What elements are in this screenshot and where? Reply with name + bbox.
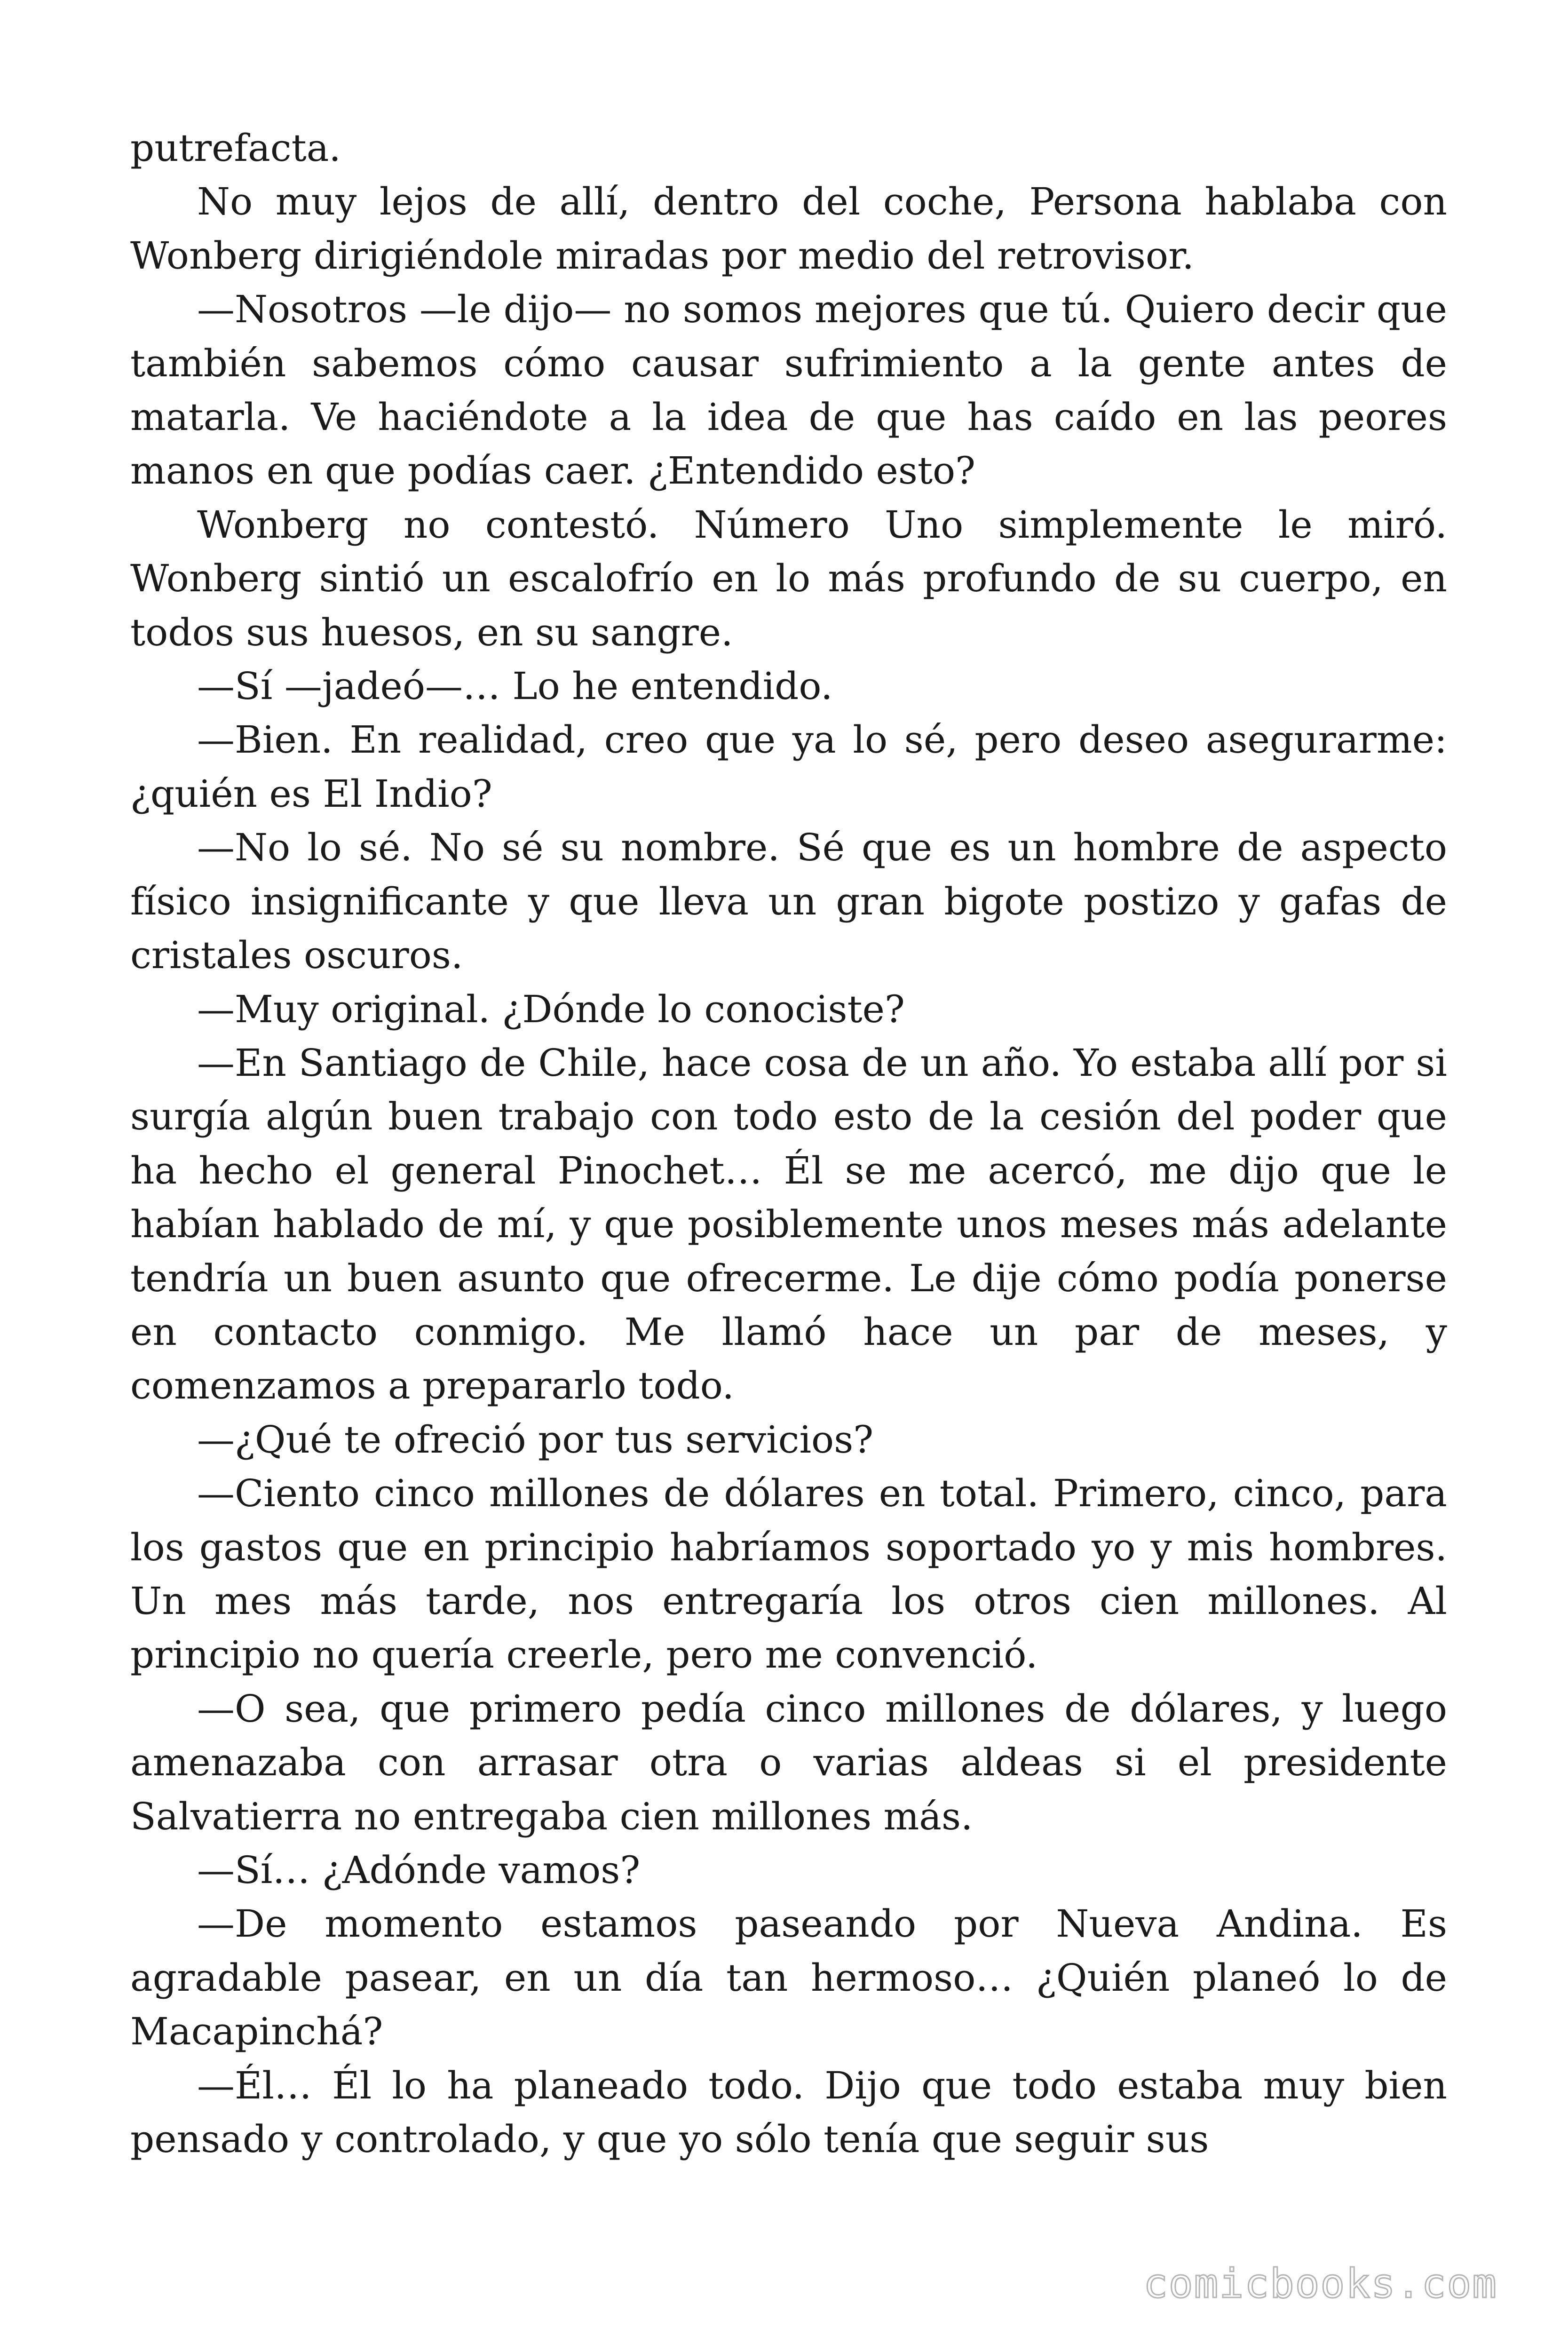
paragraph: —En Santiago de Chile, hace cosa de un año. Yo estaba allí por si surgía algún buen trabajo con todo esto de la cesión del poder que ha hecho el general Pinochet… Él se me acercó, me dijo que le habían hablado de mí, y que posiblemente unos meses más adelante tendría un buen asunto que ofrecerme. Le dije cómo podía ponerse en contacto conmigo. Me llamó hace un par de meses, y comenzamos a prepararlo todo. xyxy=(130,1041,1447,1408)
paragraph: —O sea, que primero pedía cinco millones de dólares, y luego amenazaba con arrasar otra o varias aldeas si el presidente Salvatierra no entregaba cien millones más. xyxy=(130,1686,1447,1838)
paragraph: —Sí… ¿Adónde vamos? xyxy=(197,1848,641,1892)
watermark: comicbooks.com xyxy=(1143,2260,1497,2307)
paragraph: —Bien. En realidad, creo que ya lo sé, pero deseo asegurarme: ¿quién es El Indio? xyxy=(130,718,1447,816)
paragraph: —Muy original. ¿Dónde lo conociste? xyxy=(197,987,905,1031)
paragraph: No muy lejos de allí, dentro del coche, Persona hablaba con Wonberg dirigiéndole miradas por medio del retrovisor. xyxy=(130,180,1447,278)
paragraph: —¿Qué te ofreció por tus servicios? xyxy=(197,1417,874,1462)
body-text xyxy=(130,121,1447,2166)
paragraph: —Nosotros —le dijo— no somos mejores que tú. Quiero decir que también sabemos cómo causar sufrimiento a la gente antes de matarla. Ve haciéndote a la idea de que has caído en las peores manos en que podías caer. ¿Entendido esto? xyxy=(130,287,1447,493)
paragraph: —Ciento cinco millones de dólares en total. Primero, cinco, para los gastos que en principio habríamos soportado yo y mis hombres. Un mes más tarde, nos entregaría los otros cien millones. Al principio no quería creerle, pero me convenció. xyxy=(130,1471,1447,1677)
paragraph: —De momento estamos paseando por Nueva Andina. Es agradable pasear, en un día tan hermoso… ¿Quién planeó lo de Macapinchá? xyxy=(130,1902,1447,2054)
paragraph-continuation: putrefacta. xyxy=(130,126,341,170)
paragraph: Wonberg no contestó. Número Uno simplemente le miró. Wonberg sintió un escalofrío en lo más profundo de su cuerpo, en todos sus huesos, en su sangre. xyxy=(130,502,1447,654)
paragraph: —Él… Él lo ha planeado todo. Dijo que todo estaba muy bien pensado y controlado, y que yo sólo tenía que seguir sus xyxy=(130,2063,1447,2161)
paragraph: —Sí —jadeó—… Lo he entendido. xyxy=(197,664,833,708)
paragraph: —No lo sé. No sé su nombre. Sé que es un hombre de aspecto físico insignificante y que lleva un gran bigote postizo y gafas de cristales oscuros. xyxy=(130,826,1447,977)
